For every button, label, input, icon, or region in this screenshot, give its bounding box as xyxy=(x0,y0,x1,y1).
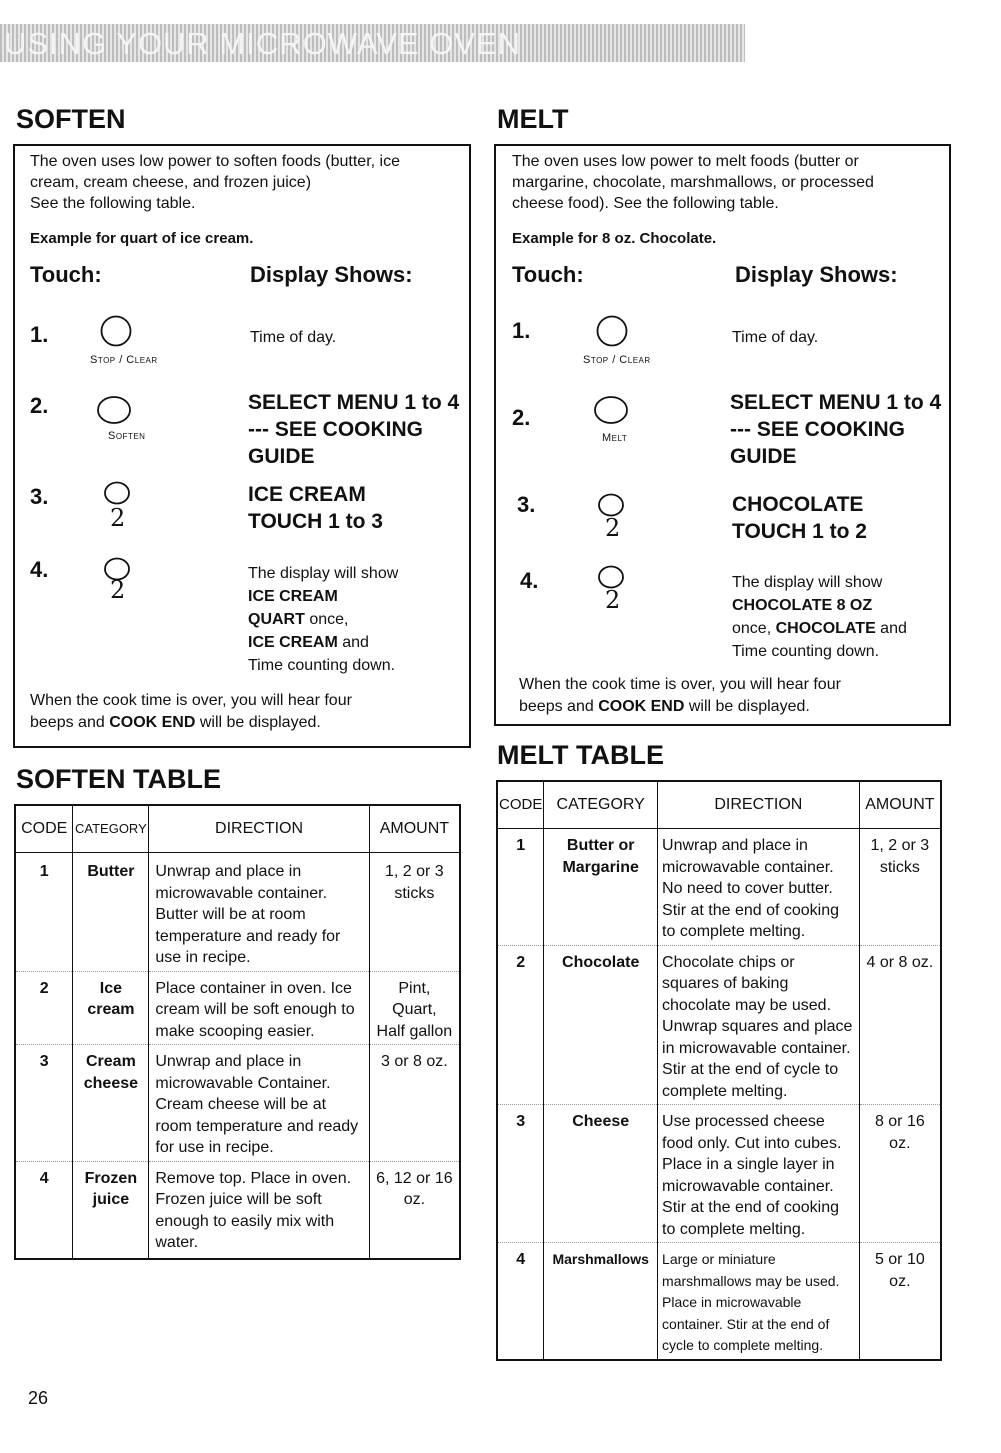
display-text xyxy=(732,491,867,545)
display-bold: ICE CREAM xyxy=(248,634,338,651)
display-line: TOUCH 1 to 3 xyxy=(248,510,383,533)
header-direction: DIRECTION xyxy=(149,805,369,853)
cell-category: Chocolate xyxy=(544,945,658,1105)
cell-amount: 4 or 8 oz. xyxy=(859,945,941,1105)
table-row xyxy=(15,853,460,972)
header-code: CODE xyxy=(15,805,73,853)
display-line xyxy=(732,617,907,640)
page-number: 26 xyxy=(28,1388,49,1408)
melt-key-icon xyxy=(593,394,629,426)
number-key-label: 2 xyxy=(110,504,126,532)
cell-amount: 1, 2 or 3 sticks xyxy=(859,829,941,946)
cell-category: Ice cream xyxy=(73,971,149,1045)
melt-intro-line: cheese food). See the following table. xyxy=(512,195,779,212)
soften-example: Example for quart of ice cream. xyxy=(30,230,254,247)
melt-example: Example for 8 oz. Chocolate. xyxy=(512,230,717,247)
number-key-label: 2 xyxy=(110,576,126,604)
step-number: 4. xyxy=(30,557,49,582)
cell-category: Cheese xyxy=(544,1105,658,1243)
cell-direction: Unwrap and place in microwavable Container. Cream cheese will be at room temperature and ready for use in recipe. xyxy=(149,1045,369,1162)
header-category: CATEGORY xyxy=(544,781,658,829)
melt-intro xyxy=(512,151,874,214)
cell-amount: 6, 12 or 16 oz. xyxy=(369,1161,460,1259)
cell-code: 2 xyxy=(497,945,544,1105)
stop-clear-key-icon xyxy=(98,313,134,349)
soften-display-label: Display Shows: xyxy=(250,262,413,287)
soften-end-note xyxy=(30,690,352,734)
cell-category: Frozen juice xyxy=(73,1161,149,1259)
soften-table xyxy=(14,804,461,1260)
end-bold: COOK END xyxy=(109,714,196,731)
table-header-row xyxy=(15,805,460,853)
display-text: Time of day. xyxy=(732,329,819,346)
display-line xyxy=(248,631,398,654)
end-plain: will be displayed. xyxy=(684,698,810,715)
display-text xyxy=(248,389,459,470)
soften-intro-line: The oven uses low power to soften foods (butter, ice xyxy=(30,153,400,170)
step-number: 3. xyxy=(30,484,49,509)
end-line: When the cook time is over, you will hear four xyxy=(519,676,841,693)
display-bold: CHOCOLATE xyxy=(775,620,876,637)
table-row xyxy=(497,829,941,946)
end-line xyxy=(519,696,841,718)
header-direction: DIRECTION xyxy=(658,781,860,829)
table-row xyxy=(15,1045,460,1162)
cell-direction: Unwrap and place in microwavable container. Butter will be at room temperature and ready for use in recipe. xyxy=(149,853,369,972)
melt-display-label: Display Shows: xyxy=(735,262,898,287)
display-plain: and xyxy=(875,620,907,637)
display-plain: and xyxy=(337,634,369,651)
number-key-label: 2 xyxy=(605,514,621,542)
display-line: Time counting down. xyxy=(732,643,880,660)
display-line: TOUCH 1 to 2 xyxy=(732,520,867,543)
cell-direction: Remove top. Place in oven. Frozen juice will be soft enough to easily mix with water. xyxy=(149,1161,369,1259)
soften-title: SOFTEN xyxy=(16,104,126,134)
end-bold: COOK END xyxy=(598,698,685,715)
cell-amount: 3 or 8 oz. xyxy=(369,1045,460,1162)
cell-direction: Chocolate chips or squares of baking chocolate may be used. Unwrap squares and place in microwavable container. Stir at the end of cycle to complete melting. xyxy=(658,945,860,1105)
cell-code: 1 xyxy=(39,863,49,880)
table-row xyxy=(15,971,460,1045)
step-number: 2. xyxy=(30,393,49,418)
display-plain: once, xyxy=(304,611,349,628)
melt-touch-label: Touch: xyxy=(512,262,584,287)
cell-code: 4 xyxy=(497,1243,544,1360)
display-line xyxy=(248,608,398,631)
table-row xyxy=(15,1161,460,1259)
soften-key-label: Soften xyxy=(108,430,146,442)
step-number: 1. xyxy=(30,322,49,347)
cell-direction: Unwrap and place in microwavable container. No need to cover butter. Stir at the end of cooking to complete melting. xyxy=(658,829,860,946)
soften-key-icon xyxy=(96,394,132,426)
cell-code: 3 xyxy=(15,1045,73,1162)
display-text xyxy=(248,481,383,535)
soften-touch-label: Touch: xyxy=(30,262,102,287)
display-line: The display will show xyxy=(732,574,883,591)
display-line: ICE CREAM xyxy=(248,588,338,605)
end-plain: will be displayed. xyxy=(195,714,321,731)
soften-intro-line: cream, cream cheese, and frozen juice) xyxy=(30,174,312,191)
cell-amount: 8 or 16 oz. xyxy=(859,1105,941,1243)
display-line: Time counting down. xyxy=(248,657,396,674)
cell-code: 4 xyxy=(15,1161,73,1259)
melt-end-note xyxy=(519,674,841,718)
end-line: When the cook time is over, you will hear four xyxy=(30,692,352,709)
section-banner xyxy=(0,24,745,62)
end-plain: beeps and xyxy=(30,714,110,731)
soften-intro-line: See the following table. xyxy=(30,195,196,212)
cell-category: Butter or Margarine xyxy=(544,829,658,946)
soften-table-title: SOFTEN TABLE xyxy=(16,764,221,794)
cell-amount: Pint, Quart, Half gallon xyxy=(369,971,460,1045)
cell-category: Marshmallows xyxy=(544,1243,658,1360)
header-code: CODE xyxy=(497,781,544,829)
cell-direction: Place container in oven. Ice cream will be soft enough to make scooping easier. xyxy=(149,971,369,1045)
step-number: 4. xyxy=(520,568,539,593)
melt-key-label: Melt xyxy=(602,432,628,444)
display-line: ICE CREAM xyxy=(248,483,366,506)
display-line: CHOCOLATE xyxy=(732,493,864,516)
header-category: CATEGORY xyxy=(73,805,149,853)
display-line: CHOCOLATE 8 OZ xyxy=(732,597,873,614)
melt-title: MELT xyxy=(497,104,569,134)
display-line: GUIDE xyxy=(730,445,797,468)
end-plain: beeps and xyxy=(519,698,599,715)
step-number: 1. xyxy=(512,318,531,343)
cell-code: 1 xyxy=(516,837,526,854)
cell-amount: 1, 2 or 3 sticks xyxy=(369,853,460,972)
cell-direction: Large or miniature marshmallows may be used. Place in microwavable container. Stir at the end of cycle to complete melting. xyxy=(658,1243,860,1360)
display-line: GUIDE xyxy=(248,445,315,468)
display-line: SELECT MENU 1 to 4 xyxy=(248,391,460,414)
display-text: Time of day. xyxy=(250,329,337,346)
step-number: 2. xyxy=(512,405,531,430)
table-row xyxy=(497,945,941,1105)
header-amount: AMOUNT xyxy=(859,781,941,829)
cell-amount: 5 or 10 oz. xyxy=(859,1243,941,1360)
display-plain: once, xyxy=(732,620,776,637)
display-line: --- SEE COOKING xyxy=(730,418,906,441)
melt-intro-line: The oven uses low power to melt foods (butter or xyxy=(512,153,859,170)
melt-table-title: MELT TABLE xyxy=(497,740,664,770)
header-amount: AMOUNT xyxy=(369,805,460,853)
cell-code: 2 xyxy=(15,971,73,1045)
step-number: 3. xyxy=(517,492,536,517)
display-bold: QUART xyxy=(248,611,305,628)
display-line: --- SEE COOKING xyxy=(248,418,424,441)
display-text xyxy=(248,562,398,677)
display-text xyxy=(732,571,907,663)
end-line xyxy=(30,712,352,734)
table-header-row xyxy=(497,781,941,829)
cell-direction: Use processed cheese food only. Cut into cubes. Place in a single layer in microwavable container. Stir at the end of cooking to complete melting. xyxy=(658,1105,860,1243)
banner-title: USING YOUR MICROWAVE OVEN xyxy=(4,26,522,61)
display-text xyxy=(730,389,941,470)
stop-clear-key-label: Stop / Clear xyxy=(90,354,158,366)
display-line: SELECT MENU 1 to 4 xyxy=(730,391,942,414)
melt-intro-line: margarine, chocolate, marshmallows, or processed xyxy=(512,174,874,191)
cell-category: Cream cheese xyxy=(73,1045,149,1162)
display-line: The display will show xyxy=(248,565,399,582)
table-row xyxy=(497,1243,941,1360)
melt-table xyxy=(496,780,942,1361)
cell-code: 3 xyxy=(497,1105,544,1243)
stop-clear-key-icon xyxy=(594,313,630,349)
number-key-label: 2 xyxy=(605,586,621,614)
cell-category: Butter xyxy=(73,853,149,972)
soften-intro xyxy=(30,151,400,214)
stop-clear-key-label: Stop / Clear xyxy=(583,354,651,366)
table-row xyxy=(497,1105,941,1243)
